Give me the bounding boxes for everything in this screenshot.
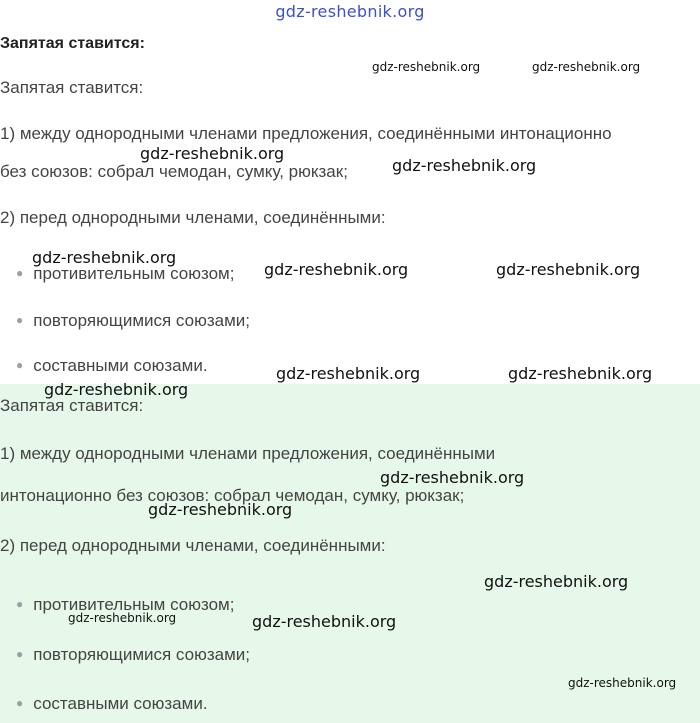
bullet-dot-icon: ● [16, 696, 24, 710]
block2-item2: 2) перед однородными членами, соединёнными: [0, 536, 386, 555]
bullet-dot-icon: ● [16, 313, 24, 327]
watermark: gdz-reshebnik.org [392, 156, 537, 175]
watermark: gdz-reshebnik.org [380, 468, 525, 487]
block1-bullet-2 [16, 311, 250, 331]
block2-bullet-2 [16, 645, 250, 665]
bullet-dot-icon: ● [16, 647, 24, 661]
bullet-text: противительным союзом; [33, 264, 235, 283]
watermark: gdz-reshebnik.org [44, 380, 189, 399]
bullet-dot-icon: ● [16, 266, 24, 280]
block1-item1-line1: 1) между однородными членами предложения, соединёнными интонационно [0, 124, 612, 143]
bullet-text: составными союзами. [33, 356, 208, 375]
block1-item2: 2) перед однородными членами, соединёнными: [0, 208, 386, 227]
heading: Запятая ставится: [0, 35, 145, 52]
top-watermark: gdz-reshebnik.org [275, 2, 425, 21]
bullet-text: противительным союзом; [33, 595, 235, 614]
watermark: gdz-reshebnik.org [148, 500, 293, 519]
block1-intro: Запятая ставится: [0, 78, 144, 97]
bullet-text: повторяющимися союзами; [33, 645, 250, 664]
bullet-text: повторяющимися союзами; [33, 311, 250, 330]
watermark: gdz-reshebnik.org [484, 572, 629, 591]
bullet-text: составными союзами. [33, 694, 208, 713]
block2-bullet-3 [16, 694, 208, 714]
block1-item1-line2: без союзов: собрал чемодан, сумку, рюкзак; [0, 162, 348, 181]
block2-intro: Запятая ставится: [0, 396, 144, 415]
watermark: gdz-reshebnik.org [496, 260, 641, 279]
watermark: gdz-reshebnik.org [264, 260, 409, 279]
bullet-dot-icon: ● [16, 597, 24, 611]
watermark: gdz-reshebnik.org [532, 60, 641, 74]
watermark: gdz-reshebnik.org [568, 676, 677, 690]
watermark: gdz-reshebnik.org [140, 144, 285, 163]
bullet-dot-icon: ● [16, 358, 24, 372]
block2-item1-line2: интонационно без союзов: собрал чемодан, сумку, рюкзак; [0, 486, 465, 505]
watermark: gdz-reshebnik.org [276, 364, 421, 383]
watermark: gdz-reshebnik.org [508, 364, 653, 383]
block2-item1-line1: 1) между однородными членами предложения, соединёнными [0, 444, 496, 463]
block1-bullet-1 [16, 264, 234, 284]
block1-bullet-3 [16, 356, 208, 376]
watermark: gdz-reshebnik.org [252, 612, 397, 631]
watermark: gdz-reshebnik.org [68, 611, 177, 625]
watermark: gdz-reshebnik.org [32, 248, 177, 267]
watermark: gdz-reshebnik.org [372, 60, 481, 74]
